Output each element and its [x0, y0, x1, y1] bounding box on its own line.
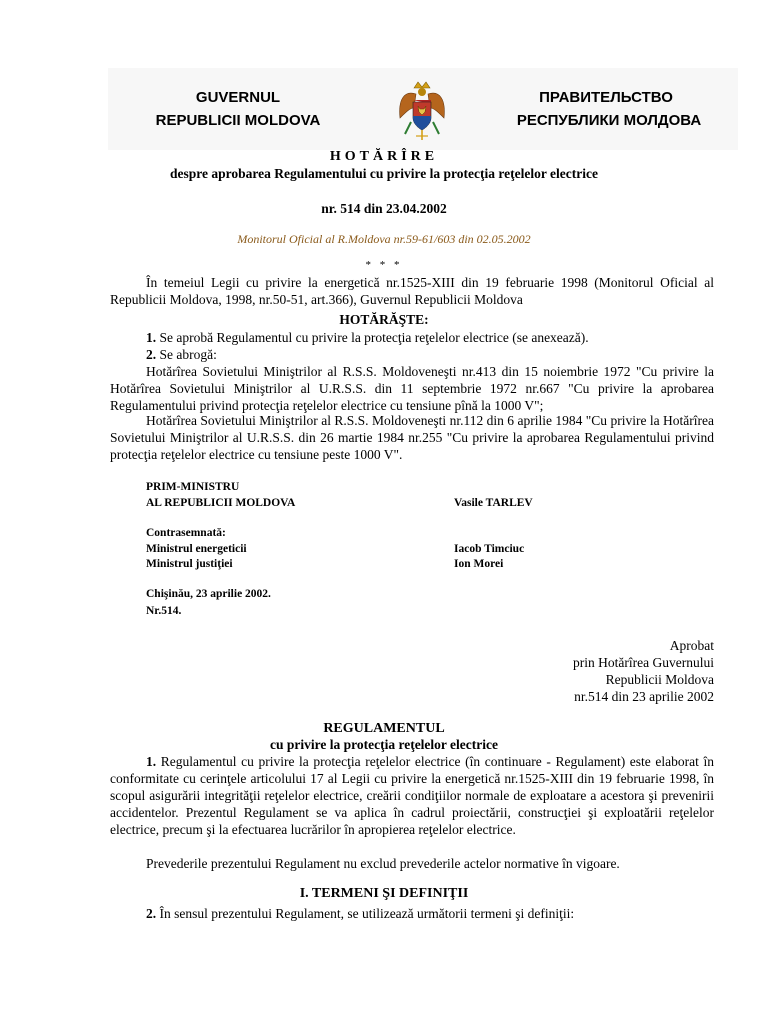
item-1 — [110, 329, 714, 346]
section-1-point-2 — [110, 905, 714, 922]
abrogated-act-2: Hotărîrea Sovietului Miniştrilor al R.S.S. Moldoveneşti nr.112 din 6 aprilie 1984 "Cu privire la Hotărîrea Sovietului Miniştrilor al U.R.S.S. din 26 martie 1984 nr.255 "Cu privire la aprobarea Regulamentului privind protecţia reţelelor electrice cu tensiune peste 1000 V". — [110, 413, 714, 462]
regulation-point-1 — [110, 753, 714, 838]
regulation-point-1-text: Regulamentul cu privire la protecţia reţelelor electrice (în continuare - Regulament) este elaborat în conformitate cu cerinţele articolului 17 al Legii cu privire la energetică nr.1525-XIII din 19 februarie 1998, în scopul asigurării integrităţii reţelelor electrice, creării condiţiilor normale de exploatare a acestora şi prevenirii accidentelor. Prezentul Regulament se va aplica în cadrul proiectării, construcţiei şi exploatării reţelelor electrice, precum şi la efectuarea lucrărilor în apropierea reţelelor electrice. — [110, 754, 714, 837]
place-date: Chişinău, 23 aprilie 2002. — [146, 588, 271, 600]
approval-block — [573, 637, 714, 705]
regulation-paragraph-2: Prevederile prezentului Regulament nu exclud prevederile actelor normative în vigoare. — [146, 856, 620, 871]
minister-1-title: Ministrul energeticii — [146, 543, 247, 555]
pm-title-line2: AL REPUBLICII MOLDOVA — [146, 497, 296, 509]
section-1-point-2-text: În sensul prezentului Regulament, se utilizează următorii termeni şi definiţii: — [156, 906, 575, 921]
countersigned-label: Contrasemnată: — [146, 527, 226, 539]
item-1-text: Se aprobă Regulamentul cu privire la protecţia reţelelor electrice (se anexează). — [156, 330, 589, 345]
section-1-heading: I. TERMENI ŞI DEFINIŢII — [299, 886, 469, 901]
approval-line4: nr.514 din 23 aprilie 2002 — [574, 689, 714, 704]
separator-stars: * * * — [365, 259, 403, 271]
header-right-line1: ПРАВИТЕЛЬСТВО — [539, 89, 673, 106]
decides-heading: HOTĂRĂŞTE: — [339, 312, 429, 327]
document-title: HOTĂRÎRE — [329, 149, 439, 164]
item-2-text: Se abrogă: — [156, 347, 217, 362]
regulation-point-1-number: 1. — [146, 754, 157, 769]
header-left-line2: REPUBLICII MOLDOVA — [155, 112, 321, 129]
section-1-point-2-number: 2. — [146, 906, 157, 921]
item-1-number: 1. — [146, 330, 157, 345]
regulation-title: REGULAMENTUL — [323, 721, 445, 736]
approval-line1: Aprobat — [669, 638, 714, 653]
item-2 — [110, 346, 714, 363]
approval-line3: Republicii Moldova — [605, 672, 714, 687]
intro-paragraph: În temeiul Legii cu privire la energetică nr.1525-XIII din 19 februarie 1998 (Monitorul Oficial al Republicii Moldova, 1998, nr.50-51, art.366), Guvernul Republicii Moldova — [110, 275, 714, 307]
header-right-line2: РЕСПУБЛИКИ МОЛДОВА — [516, 112, 702, 129]
approval-line2: prin Hotărîrea Guvernului — [573, 655, 714, 670]
pm-title-line1: PRIM-MINISTRU — [146, 481, 240, 493]
minister-2-name: Ion Morei — [454, 558, 504, 570]
monitor-oficial-reference: Monitorul Oficial al R.Moldova nr.59-61/603 din 02.05.2002 — [237, 232, 531, 246]
minister-2-title: Ministrul justiţiei — [146, 558, 233, 570]
regulation-subtitle: cu privire la protecţia reţelelor electrice — [269, 737, 499, 752]
document-subtitle: despre aprobarea Regulamentului cu privire la protecţia reţelelor electrice — [170, 166, 598, 181]
signature-number: Nr.514. — [146, 605, 182, 617]
minister-1-name: Iacob Timciuc — [454, 543, 525, 555]
pm-name: Vasile TARLEV — [454, 497, 533, 509]
document-number: nr. 514 din 23.04.2002 — [321, 201, 447, 216]
item-2-number: 2. — [146, 347, 157, 362]
moldova-coat-of-arms-icon — [394, 78, 450, 144]
header-left-line1: GUVERNUL — [195, 89, 281, 106]
abrogated-act-1: Hotărîrea Sovietului Miniştrilor al R.S.S. Moldoveneşti nr.413 din 15 noiembrie 1972 "Cu privire la Hotărîrea Sovietului Miniştrilor al U.R.S.S. din 11 septembrie 1972 nr.667 "Cu privire la aprobarea Regulamentului privind protecţia reţelelor electrice cu tensiune pînă la 1000 V"; — [110, 364, 714, 413]
